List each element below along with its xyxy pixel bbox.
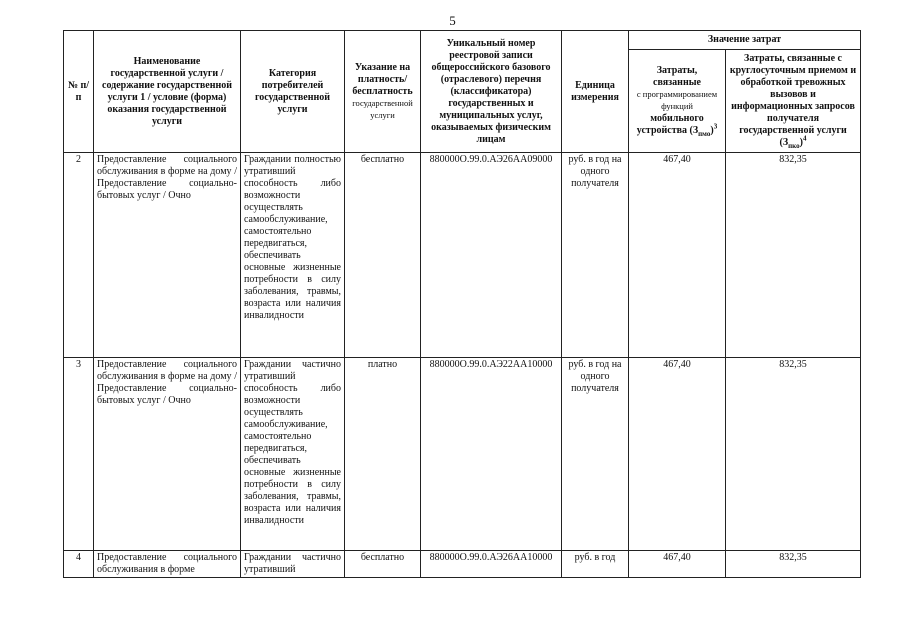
header-registry: Уникальный номер реестровой записи общероссийского базового (отраслевого) перечня (классификатора) государственных и муниципальных услуг, оказываемых физическим лицам: [421, 31, 562, 153]
row-payment: бесплатно: [345, 153, 421, 358]
header-cost-alarm-sup: 4: [802, 134, 807, 143]
row-cost-mobile: 467,40: [629, 358, 726, 551]
row-registry: 880000О.99.0.АЭ22АА10000: [421, 358, 562, 551]
row-unit: руб. в год: [562, 551, 629, 578]
row-num: 4: [64, 551, 94, 578]
header-cost-alarm-sub: пко: [788, 142, 800, 150]
header-service-name: Наименование государственной услуги / содержание государственной услуги 1 / условие (форма) оказания государственной услуги: [94, 31, 241, 153]
header-cost-mobile-b: мобильного устройства (З: [636, 113, 704, 136]
header-cost-alarm: [726, 50, 861, 153]
row-unit: руб. в год на одного получателя: [562, 358, 629, 551]
header-cost-mobile-sup: 3: [713, 122, 718, 131]
row-cost-alarm: 832,35: [726, 153, 861, 358]
header-cost-mobile-a: Затраты, связанные: [653, 65, 701, 88]
row-registry: 880000О.99.0.АЭ26АА10000: [421, 551, 562, 578]
row-registry: 880000О.99.0.АЭ26АА09000: [421, 153, 562, 358]
header-payment-label: Указание на платность/ бесплатность: [352, 61, 413, 97]
row-category: Граждании частично утративший: [241, 551, 345, 578]
header-cost-mobile-c: ): [710, 125, 714, 136]
row-service: Предоставление социального обслуживания в форме: [94, 551, 241, 578]
header-category: Категория потребителей государственной услуги: [241, 31, 345, 153]
row-payment: бесплатно: [345, 551, 421, 578]
row-category: Граждании частично утративший способность либо возможности осуществлять самообслуживание, самостоятельно передвигаться, обеспечивать основные жизненные потребности в силу заболевания, травмы, возраста или наличия инвалидности: [241, 358, 345, 551]
table-row: [64, 153, 861, 358]
header-payment: [345, 31, 421, 153]
header-cost-mobile: [629, 50, 726, 153]
row-service: Предоставление социального обслуживания в форме на дому / Предоставление социально-бытовых услуг / Очно: [94, 358, 241, 551]
row-cost-mobile: 467,40: [629, 153, 726, 358]
row-cost-mobile: 467,40: [629, 551, 726, 578]
cost-table: [63, 30, 861, 578]
header-cost-alarm-c: ): [799, 137, 803, 148]
header-cost-mobile-sub: пмо: [698, 130, 711, 138]
header-num: № п/п: [64, 31, 94, 153]
row-category: Граждании полностью утративший способность либо возможности осуществлять самообслуживание, самостоятельно передвигаться, обеспечивать основные жизненные потребности в силу заболевания, травмы, возраста или наличия инвалидности: [241, 153, 345, 358]
table-row: [64, 551, 861, 578]
header-cost-alarm-a: Затраты, связанные с круглосуточным приемом и обработкой тревожных вызовов и информационных запросов получателя государственной услуги (З: [729, 53, 857, 148]
header-payment-small: государственной услуги: [352, 97, 413, 120]
row-payment: платно: [345, 358, 421, 551]
header-costs-group: Значение затрат: [629, 31, 861, 50]
row-num: 3: [64, 358, 94, 551]
row-unit: руб. в год на одного получателя: [562, 153, 629, 358]
header-unit: Единица измерения: [562, 31, 629, 153]
row-cost-alarm: 832,35: [726, 551, 861, 578]
row-cost-alarm: 832,35: [726, 358, 861, 551]
header-cost-mobile-small: с программированием функций: [636, 89, 718, 111]
row-num: 2: [64, 153, 94, 358]
row-service: Предоставление социального обслуживания в форме на дому / Предоставление социально-бытовых услуг / Очно: [94, 153, 241, 358]
table-row: [64, 358, 861, 551]
page-number: 5: [449, 13, 456, 28]
